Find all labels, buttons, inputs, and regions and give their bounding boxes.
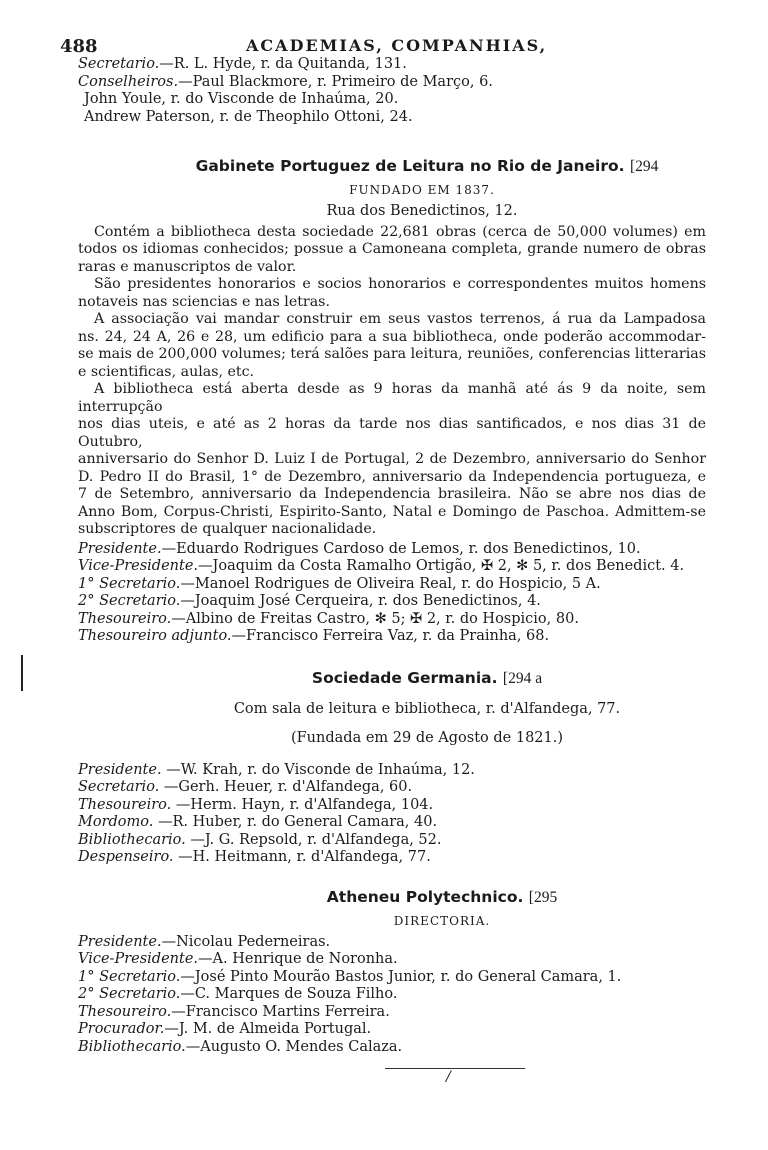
officer-role: Vice-Presidente.: [78, 951, 199, 967]
gabinete-body: [78, 224, 706, 539]
officer-text: —Eduardo Rodrigues Cardoso de Lemos, r. dos Benedictinos, 10.: [161, 540, 641, 557]
paragraph-line: subscriptores de qualquer nacionalidade.: [78, 521, 377, 537]
officer-role: Thesoureiro.: [78, 610, 172, 627]
officer-role: Secretario.: [78, 779, 160, 795]
officer-line: [78, 832, 706, 850]
germania-officers: [78, 762, 706, 867]
officer-text: —Joaquim da Costa Ramalho Ortigão, ✠ 2, ✻ 5, r. dos Benedict. 4.: [198, 558, 685, 574]
officer-line: [78, 986, 706, 1004]
officer-text: —Francisco Ferreira Vaz, r. da Prainha, 68.: [231, 628, 550, 644]
officer-role: 1° Secretario.: [78, 575, 181, 592]
officer-line: [78, 576, 706, 594]
entry-text: Andrew Paterson, r. de Theophilo Ottoni, 24.: [84, 108, 413, 125]
officer-text: —Nicolau Pederneiras.: [161, 933, 331, 950]
officer-line: [78, 593, 706, 611]
section-divider: [385, 1068, 525, 1069]
paragraph-line: Contém a bibliotheca desta sociedade 22,681 obras (cerca de 50,000 volumes) em: [94, 223, 706, 240]
officer-text: —Manoel Rodrigues de Oliveira Real, r. do Hospicio, 5 A.: [180, 575, 601, 592]
entry-role: Secretario.: [78, 56, 160, 72]
entry-line: [78, 109, 706, 127]
officer-line: [78, 611, 706, 629]
section-title: [78, 156, 706, 177]
page: [60, 36, 706, 1069]
officer-line: [78, 969, 706, 987]
officer-line: [78, 1021, 706, 1039]
paragraph-line: se mais de 200,000 volumes; terá salões para leitura, reuniões, conferencias litterarias: [78, 346, 706, 362]
section-number: [294: [629, 158, 659, 175]
paragraph-line: São presidentes honorarios e socios honorarios e correspondentes muitos homens: [94, 276, 706, 292]
section-title-text: Sociedade Germania.: [311, 668, 498, 687]
running-title: ACADEMIAS, COMPANHIAS,: [246, 36, 548, 55]
section-number: [294 a: [502, 669, 543, 687]
officer-line: [78, 762, 706, 780]
officer-role: Mordomo.: [78, 814, 154, 830]
officer-role: Vice-Presidente.: [78, 558, 199, 574]
officer-text: —C. Marques de Souza Filho.: [180, 986, 398, 1002]
paragraph-line: nos dias uteis, e até as 2 horas da tarde nos dias santificados, e nos dias 31 de Outubro,: [78, 416, 706, 450]
officer-text: —Gerh. Heuer, r. d'Alfandega, 60.: [163, 779, 413, 795]
paragraph-line: 7 de Setembro, anniversario da Independencia brasileira. Não se abre nos dias de: [78, 486, 706, 502]
atheneu-officers: [78, 934, 706, 1057]
entry-role: Conselheiros.: [78, 73, 179, 90]
entry-text: John Youle, r. do Visconde de Inhaúma, 20.: [84, 91, 399, 107]
page-header: [60, 36, 706, 62]
officer-text: —R. Huber, r. do General Camara, 40.: [157, 814, 438, 830]
paragraph-line: Anno Bom, Corpus-Christi, Espirito-Santo, Natal e Domingo de Paschoa. Admittem-se: [78, 503, 706, 520]
officer-line: [78, 814, 706, 832]
section-title: [78, 668, 706, 689]
officer-role: 2° Secretario.: [78, 593, 181, 609]
officer-text: —A. Henrique de Noronha.: [198, 951, 398, 967]
founded-line: (Fundada em 29 de Agosto de 1821.): [290, 730, 564, 746]
officer-role: Thesoureiro.: [78, 796, 172, 813]
officer-text: —J. M. de Almeida Portugal.: [164, 1021, 372, 1037]
officer-text: —Augusto O. Mendes Calaza.: [185, 1038, 403, 1055]
officer-role: Thesoureiro.: [78, 1003, 172, 1020]
officer-role: 2° Secretario.: [78, 986, 181, 1002]
subtitle-line: DIRECTORIA.: [393, 913, 491, 928]
officer-line: [78, 849, 706, 867]
founded-line: FUNDADO EM 1837.: [349, 183, 495, 197]
officer-text: —Herm. Hayn, r. d'Alfandega, 104.: [175, 796, 434, 813]
officer-text: —José Pinto Mourão Bastos Junior, r. do General Camara, 1.: [180, 968, 622, 985]
footer-mark: /: [446, 1069, 451, 1085]
margin-mark: [21, 655, 23, 691]
section-title: [78, 887, 706, 908]
officer-role: Bibliothecario.: [78, 1038, 186, 1055]
officer-role: Presidente.: [78, 761, 162, 778]
officer-line: [78, 558, 706, 576]
page-number: 488: [60, 36, 98, 57]
officer-text: —Francisco Martins Ferreira.: [171, 1003, 390, 1020]
officer-line: [78, 779, 706, 797]
officer-role: Presidente.: [78, 933, 162, 950]
officer-line: [78, 951, 706, 969]
entry-text: —R. L. Hyde, r. da Quitanda, 131.: [159, 56, 407, 72]
subtitle-line: Com sala de leitura e bibliotheca, r. d'Alfandega, 77.: [233, 700, 621, 717]
officer-text: —W. Krah, r. do Visconde de Inhaúma, 12.: [166, 761, 475, 778]
officer-line: [78, 1039, 706, 1057]
paragraph-line: D. Pedro II do Brasil, 1° de Dezembro, anniversario da Independencia portugueza, e: [78, 468, 706, 485]
paragraph-line: ns. 24, 24 A, 26 e 28, um edificio para a sua bibliotheca, onde poderão accommodar-: [78, 328, 706, 345]
paragraph-line: todos os idiomas conhecidos; possue a Camoneana completa, grande numero de obras: [78, 241, 706, 257]
officer-role: Thesoureiro adjunto.: [78, 628, 232, 644]
paragraph-line: A bibliotheca está aberta desde as 9 horas da manhã até ás 9 da noite, sem interrupção: [78, 381, 706, 415]
officer-line: [78, 797, 706, 815]
gabinete-officers: [78, 541, 706, 646]
entry-text: —Paul Blackmore, r. Primeiro de Março, 6.: [178, 73, 493, 90]
officer-text: —Joaquim José Cerqueira, r. dos Benedictinos, 4.: [180, 593, 541, 609]
paragraph-line: e scientificas, aulas, etc.: [78, 363, 255, 380]
entry-line: [78, 74, 706, 92]
officer-line: [78, 934, 706, 952]
officer-role: Bibliothecario.: [78, 831, 186, 848]
section-number: [295: [528, 888, 558, 906]
paragraph-line: notaveis nas sciencias e nas letras.: [78, 293, 330, 310]
officer-text: —J. G. Repsold, r. d'Alfandega, 52.: [190, 831, 442, 848]
section-title-text: Atheneu Polytechnico.: [326, 887, 524, 906]
officer-line: [78, 628, 706, 646]
paragraph-line: anniversario do Senhor D. Luiz I de Portugal, 2 de Dezembro, anniversario do Senhor: [78, 451, 706, 467]
officer-text: —H. Heitmann, r. d'Alfandega, 77.: [178, 849, 431, 865]
officer-role: Presidente.: [78, 540, 162, 557]
officer-role: Procurador.: [78, 1021, 165, 1037]
officer-line: [78, 1004, 706, 1022]
paragraph-line: A associação vai mandar construir em seus vastos terrenos, á rua da Lampadosa: [94, 311, 706, 327]
address-line: Rua dos Benedictinos, 12.: [326, 203, 518, 219]
section-title-text: Gabinete Portuguez de Leitura no Rio de Janeiro.: [195, 157, 625, 175]
paragraph-line: raras e manuscriptos de valor.: [78, 258, 297, 275]
officer-line: [78, 541, 706, 559]
officer-role: Despenseiro.: [78, 849, 174, 865]
officer-role: 1° Secretario.: [78, 968, 181, 985]
officer-text: —Albino de Freitas Castro, ✻ 5; ✠ 2, r. do Hospicio, 80.: [171, 610, 579, 627]
entry-line: [78, 91, 706, 109]
intro-block: [78, 56, 706, 126]
